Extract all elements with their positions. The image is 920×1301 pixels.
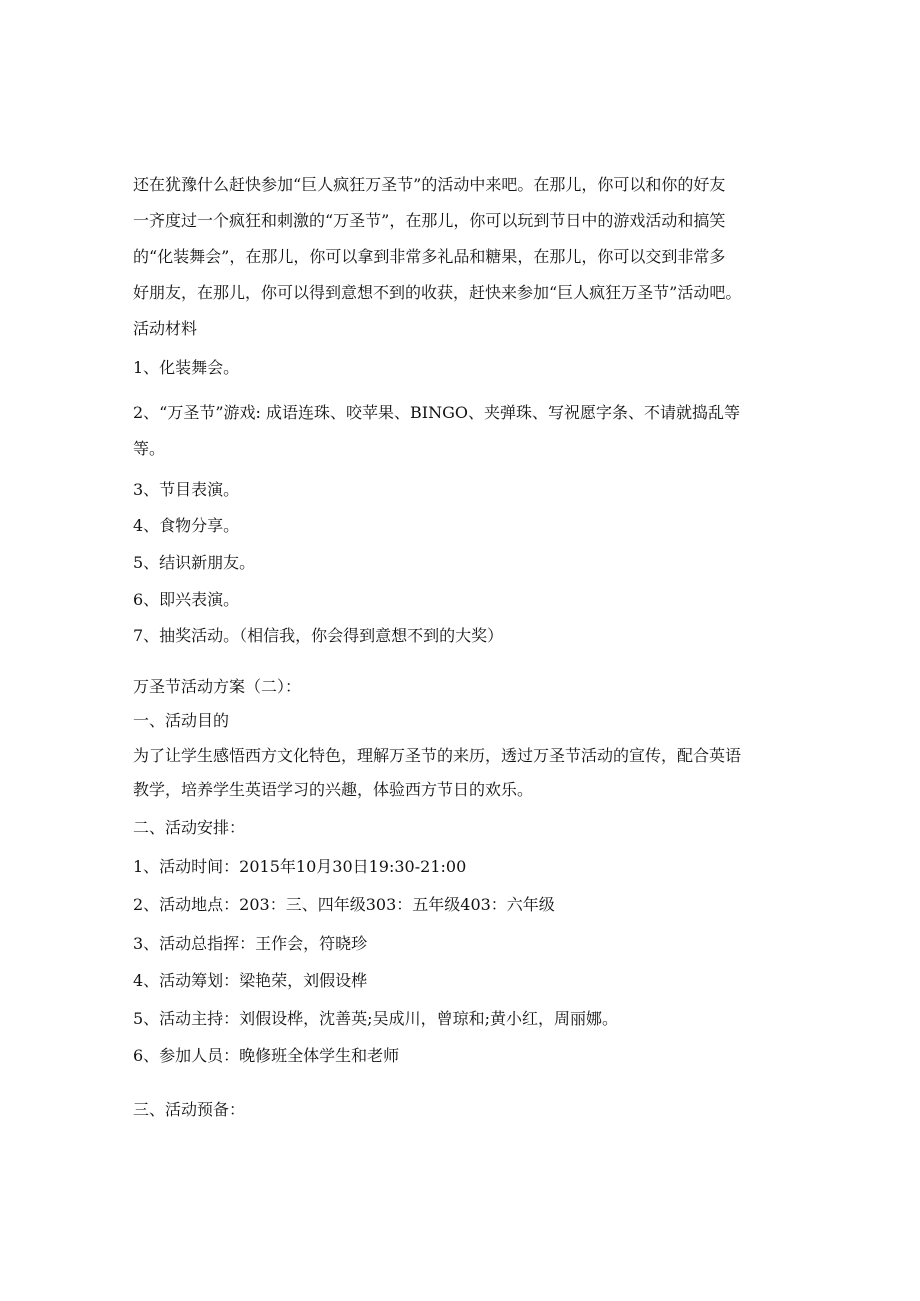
materials-heading: 活动材料 [133, 319, 198, 338]
arrangement-item-3: 3、活动总指挥：王作会，符晓珍 [133, 934, 368, 953]
materials-item-4: 4、食物分享。 [133, 516, 240, 535]
intro-line-2: 一齐度过一个疯狂和刺激的“万圣节”，在那儿，你可以玩到节日中的游戏活动和搞笑 [133, 211, 726, 230]
preparation-heading: 三、活动预备： [133, 1100, 246, 1119]
materials-item-3: 3、节目表演。 [133, 480, 240, 499]
plan2-title: 万圣节活动方案（二）： [133, 677, 302, 696]
purpose-line-2: 教学，培养学生英语学习的兴趣，体验西方节日的欢乐。 [133, 780, 534, 799]
purpose-line-1: 为了让学生感悟西方文化特色，理解万圣节的来历，透过万圣节活动的宣传，配合英语 [133, 746, 742, 765]
materials-item-1: 1、化装舞会。 [133, 358, 240, 377]
arrangement-item-5: 5、活动主持：刘假设桦，沈善英;吴成川，曾琼和;黄小红，周丽娜。 [133, 1009, 618, 1028]
arrangement-heading: 二、活动安排： [133, 818, 246, 837]
arrangement-item-1: 1、活动时间：2015年10月30日19:30-21:00 [133, 857, 467, 876]
materials-item-6: 6、即兴表演。 [133, 590, 240, 609]
arrangement-item-2: 2、活动地点：203：三、四年级303：五年级403：六年级 [133, 895, 555, 914]
materials-item-7: 7、抽奖活动。（相信我，你会得到意想不到的大奖） [133, 626, 504, 645]
intro-line-4: 好朋友，在那儿，你可以得到意想不到的收获，赶快来参加“巨人疯狂万圣节”活动吧。 [133, 283, 742, 302]
purpose-paragraph [133, 739, 793, 807]
purpose-heading: 一、活动目的 [133, 711, 230, 730]
arrangement-item-4: 4、活动筹划：梁艳荣，刘假设桦 [133, 971, 368, 990]
arrangement-item-6: 6、参加人员：晚修班全体学生和老师 [133, 1046, 400, 1065]
materials-item-5: 5、结识新朋友。 [133, 553, 256, 572]
materials-item-2-continued: 等。 [133, 439, 166, 458]
intro-line-3: 的“化装舞会”，在那儿，你可以拿到非常多礼品和糖果，在那儿，你可以交到非常多 [133, 247, 726, 266]
intro-line-1: 还在犹豫什么赶快参加“巨人疯狂万圣节”的活动中来吧。在那儿，你可以和你的好友 [133, 175, 726, 194]
intro-paragraph [133, 167, 793, 311]
materials-item-2: 2、“万圣节”游戏: 成语连珠、咬苹果、BINGO、夹弹珠、写祝愿字条、不请就捣乱等 [133, 403, 740, 422]
